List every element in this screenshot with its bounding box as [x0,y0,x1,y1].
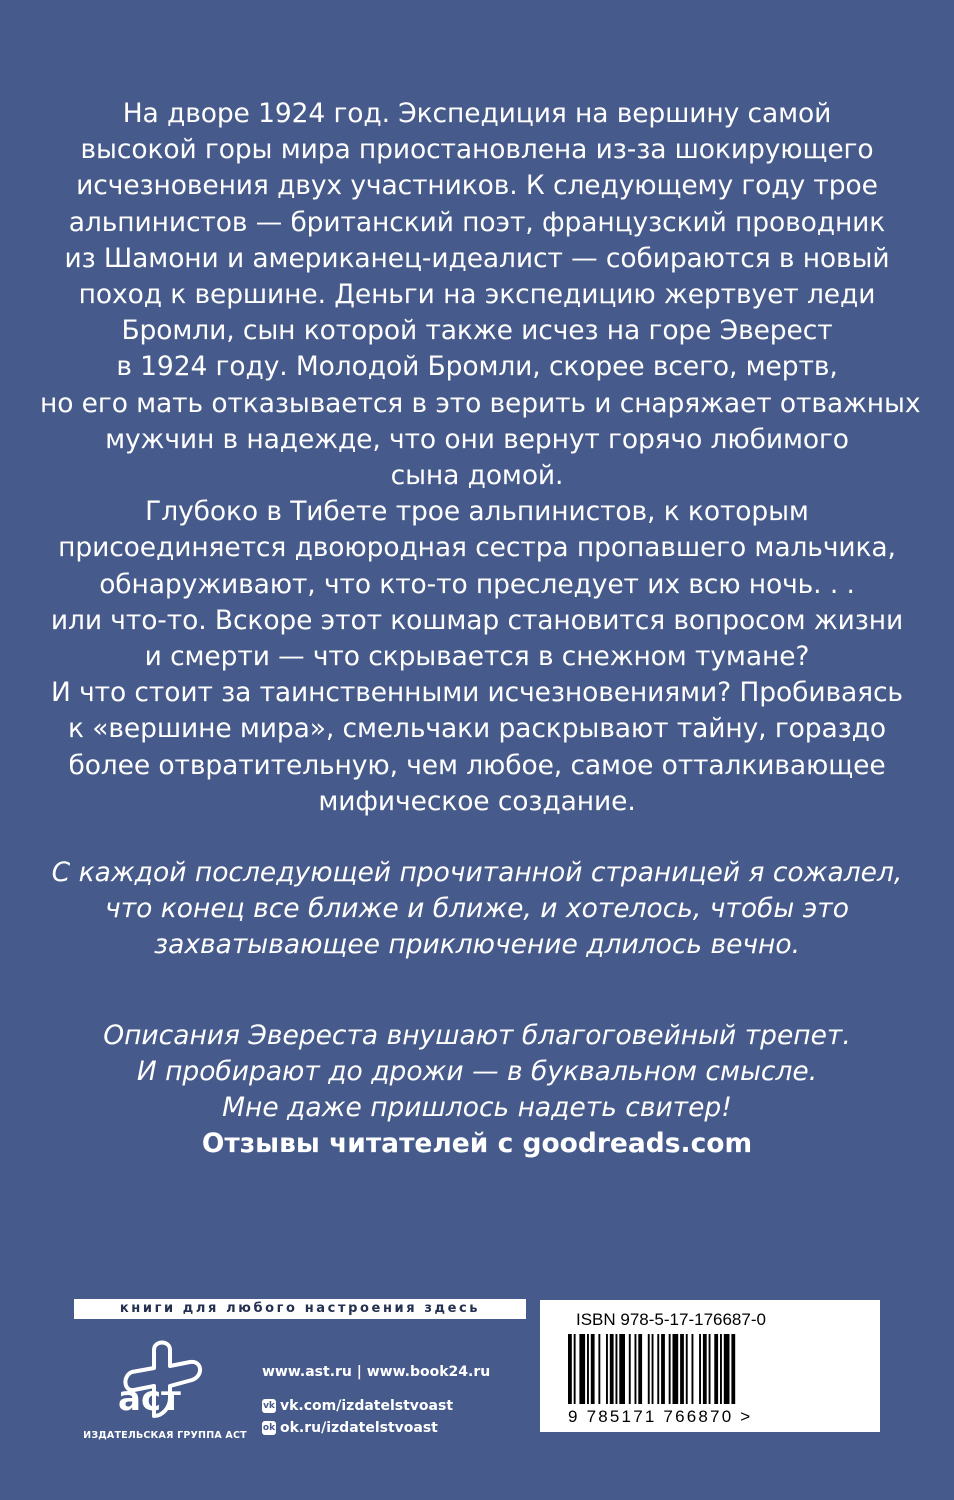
review-line: И пробирают до дрожи — в буквальном смысле. [136,1055,818,1087]
blurb-line: из Шамони и американец-идеалист — собираются в новый [64,242,890,274]
isbn-number: ISBN 978-5-17-176687-0 [576,1310,766,1329]
blurb-line: Глубоко в Тибете трое альпинистов, к которым [145,496,809,528]
blurb-line: в 1924 году. Молодой Бромли, скорее всего, мертв, [116,351,838,383]
blurb-line: мужчин в надежде, что они вернут горячо любимого [105,423,849,455]
blurb-line: И что стоит за таинственными исчезновениями? Пробиваясь [51,677,903,709]
review-line: что конец все ближе и ближе, и хотелось, чтобы это [105,893,849,925]
blurb-line: но его мать отказывается в это верить и снаряжает отважных [40,387,921,419]
blurb-line: высокой горы мира приостановлена из-за шокирующего [80,134,874,166]
ok-icon: ok [262,1423,276,1433]
vk-link[interactable] [262,1396,490,1416]
blurb-line: обнаруживают, что кто-то преследует их всю ночь. . . [99,568,855,600]
publisher-logo [70,1338,260,1448]
blurb-line: присоединяется двоюродная сестра пропавшего мальчика, [58,532,896,564]
review-source: Отзывы читателей с goodreads.com [201,1128,753,1160]
review-line: С каждой последующей прочитанной страницей я сожалел, [51,857,903,888]
blurb-line: сына домой. [390,460,564,492]
website-links[interactable]: www.ast.ru | www.book24.ru [262,1364,491,1380]
review-line: Мне даже пришлось надеть свитер! [222,1092,732,1124]
reader-reviews [40,855,914,1162]
blurb-line: к «вершине мира», смельчаки раскрывают тайну, гораздо [68,713,886,745]
vk-icon: vk [263,1401,275,1411]
blurb-line: Бромли, сын которой также исчез на горе Эверест [121,315,833,347]
vk-link-text: vk.com/izdatelstvoast [280,1398,454,1414]
isbn-barcode-box [540,1300,880,1432]
series-tagline: книги для любого настроения здесь [74,1299,526,1319]
blurb-line: мифическое создание. [318,785,636,817]
review-line: захватывающее приключение длилось вечно. [153,929,801,961]
ean-digits: 9 785171 766870 > [568,1407,753,1426]
ok-link-text: ok.ru/izdatelstvoast [280,1420,438,1436]
blurb-line: На дворе 1924 год. Экспедиция на вершину самой [122,98,832,129]
review-line: Описания Эвереста внушают благоговейный трепет. [103,1019,851,1051]
blurb-line: и смерти — что скрывается в снежном тумане? [144,641,810,673]
blurb-line: исчезновения двух участников. К следующему году трое [76,170,878,202]
blurb-line: альпинистов — британский поэт, французский проводник [68,206,886,238]
blurb-line: более отвратительную, чем любое, самое отталкивающее [68,749,886,781]
review-spacer [40,964,914,1018]
blurb-line: поход к вершине. Деньги на экспедицию жертвует леди [78,279,876,311]
ast-logo-icon [110,1338,220,1428]
blurb-line: или что-то. Вскоре этот кошмар становится вопросом жизни [50,604,904,636]
publisher-links [262,1360,490,1438]
barcode-icon [568,1334,788,1406]
blurb-text [40,96,921,820]
logo-text: аст [118,1379,181,1419]
publisher-caption: ИЗДАТЕЛЬСКАЯ ГРУППА АСТ [83,1430,247,1441]
ok-link[interactable] [262,1418,490,1438]
